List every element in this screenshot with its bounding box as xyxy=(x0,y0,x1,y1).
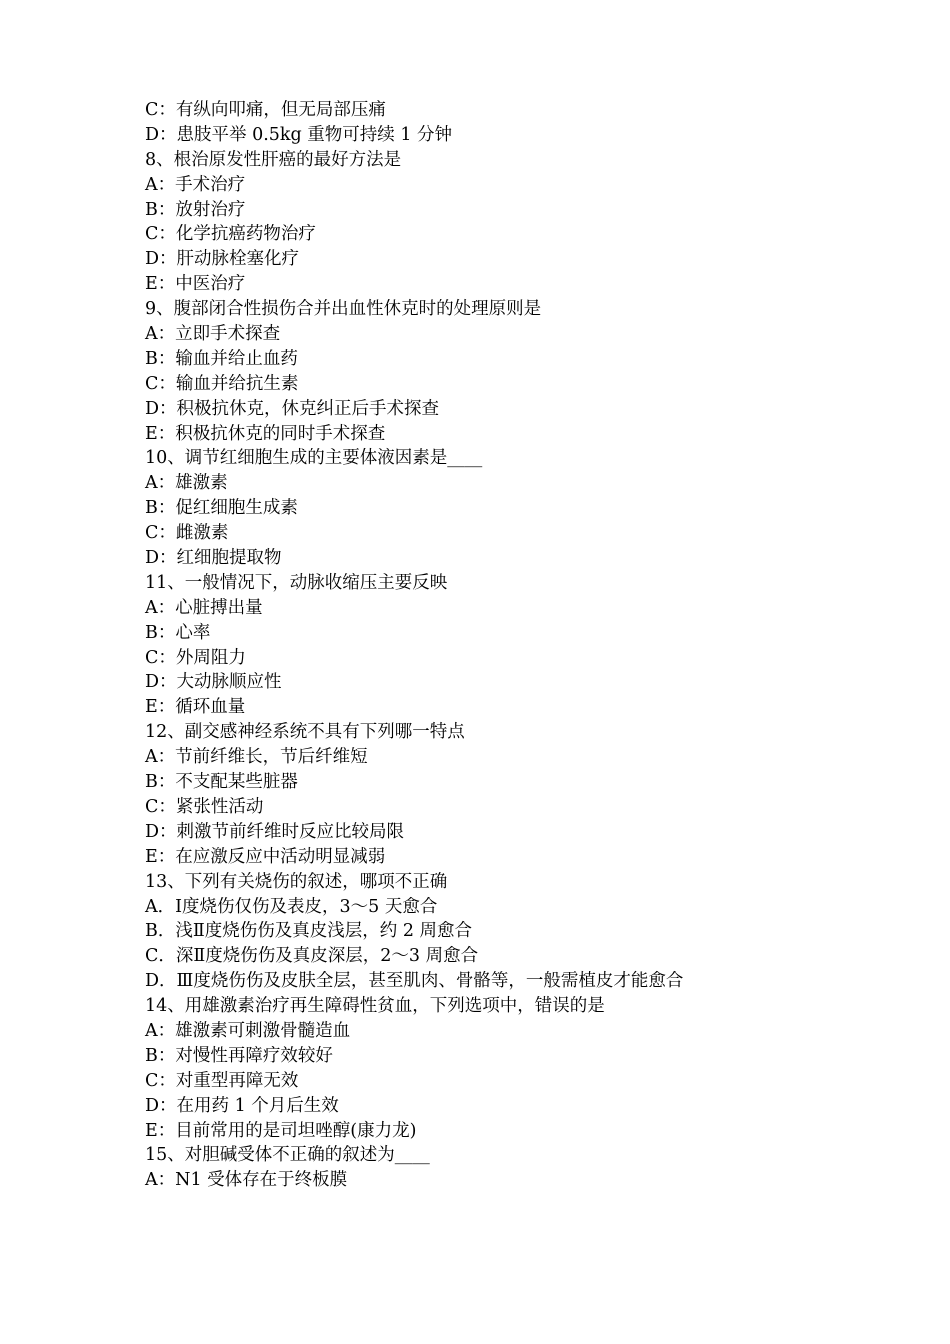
question-line: 11、一般情况下，动脉收缩压主要反映 xyxy=(145,572,448,593)
option-line: B．浅Ⅱ度烧伤伤及真皮浅层，约 2 周愈合 xyxy=(145,921,473,942)
option-line: B：心率 xyxy=(145,622,211,643)
option-line: A：手术治疗 xyxy=(145,174,246,195)
option-line: A：雄激素 xyxy=(145,473,228,494)
option-line: B：对慢性再障疗效较好 xyxy=(145,1045,333,1066)
question-line: 14、用雄激素治疗再生障碍性贫血，下列选项中，错误的是 xyxy=(145,996,605,1017)
option-line: C：对重型再障无效 xyxy=(145,1070,299,1091)
option-line: C：有纵向叩痛，但无局部压痛 xyxy=(145,100,386,120)
question-line: 8、根治原发性肝癌的最好方法是 xyxy=(145,149,402,170)
option-line: A：心脏搏出量 xyxy=(145,597,263,618)
option-line: E：中医治疗 xyxy=(145,274,246,295)
option-line: B：输血并给止血药 xyxy=(145,348,298,369)
question-line: 12、副交感神经系统不具有下列哪一特点 xyxy=(145,722,465,743)
document-body xyxy=(145,98,845,1193)
option-line: D：大动脉顺应性 xyxy=(145,672,282,693)
option-line: C．深Ⅱ度烧伤伤及真皮深层，2～3 周愈合 xyxy=(145,946,479,967)
option-line: C：输血并给抗生素 xyxy=(145,373,299,394)
option-line: E：目前常用的是司坦唑醇(康力龙) xyxy=(145,1120,417,1141)
option-line: B：不支配某些脏器 xyxy=(145,772,298,793)
question-line: 15、对胆碱受体不正确的叙述为____ xyxy=(145,1145,430,1166)
option-line: B：放射治疗 xyxy=(145,199,246,220)
option-line: A．Ⅰ度烧伤仅伤及表皮，3～5 天愈合 xyxy=(145,896,438,917)
option-line: D：患肢平举 0.5kg 重物可持续 1 分钟 xyxy=(145,124,453,145)
option-line: E：循环血量 xyxy=(145,697,246,718)
question-line: 13、下列有关烧伤的叙述，哪项不正确 xyxy=(145,871,448,892)
option-line: C：外周阻力 xyxy=(145,647,246,668)
option-line: A：节前纤维长，节后纤维短 xyxy=(145,747,368,768)
option-line: E：在应激反应中活动明显减弱 xyxy=(145,846,386,867)
option-line: D：肝动脉栓塞化疗 xyxy=(145,249,300,270)
option-line: D：在用药 1 个月后生效 xyxy=(145,1095,339,1116)
question-line: 9、腹部闭合性损伤合并出血性休克时的处理原则是 xyxy=(145,299,542,320)
option-line: E：积极抗休克的同时手术探查 xyxy=(145,423,386,444)
option-line: C：雌激素 xyxy=(145,523,229,544)
option-line: B：促红细胞生成素 xyxy=(145,498,298,519)
option-line: D：刺激节前纤维时反应比较局限 xyxy=(145,821,405,842)
option-line: D：红细胞提取物 xyxy=(145,548,282,569)
option-line: C：化学抗癌药物治疗 xyxy=(145,224,316,245)
option-line: C：紧张性活动 xyxy=(145,796,264,817)
option-line: A：N1 受体存在于终板膜 xyxy=(145,1170,348,1191)
option-line: A：立即手术探查 xyxy=(145,324,281,345)
option-line: D：积极抗休克，休克纠正后手术探查 xyxy=(145,398,440,419)
option-line: A：雄激素可刺激骨髓造血 xyxy=(145,1020,351,1041)
question-line: 10、调节红细胞生成的主要体液因素是____ xyxy=(145,448,483,469)
option-line: D．Ⅲ度烧伤伤及皮肤全层，甚至肌肉、骨骼等，一般需植皮才能愈合 xyxy=(145,971,684,992)
